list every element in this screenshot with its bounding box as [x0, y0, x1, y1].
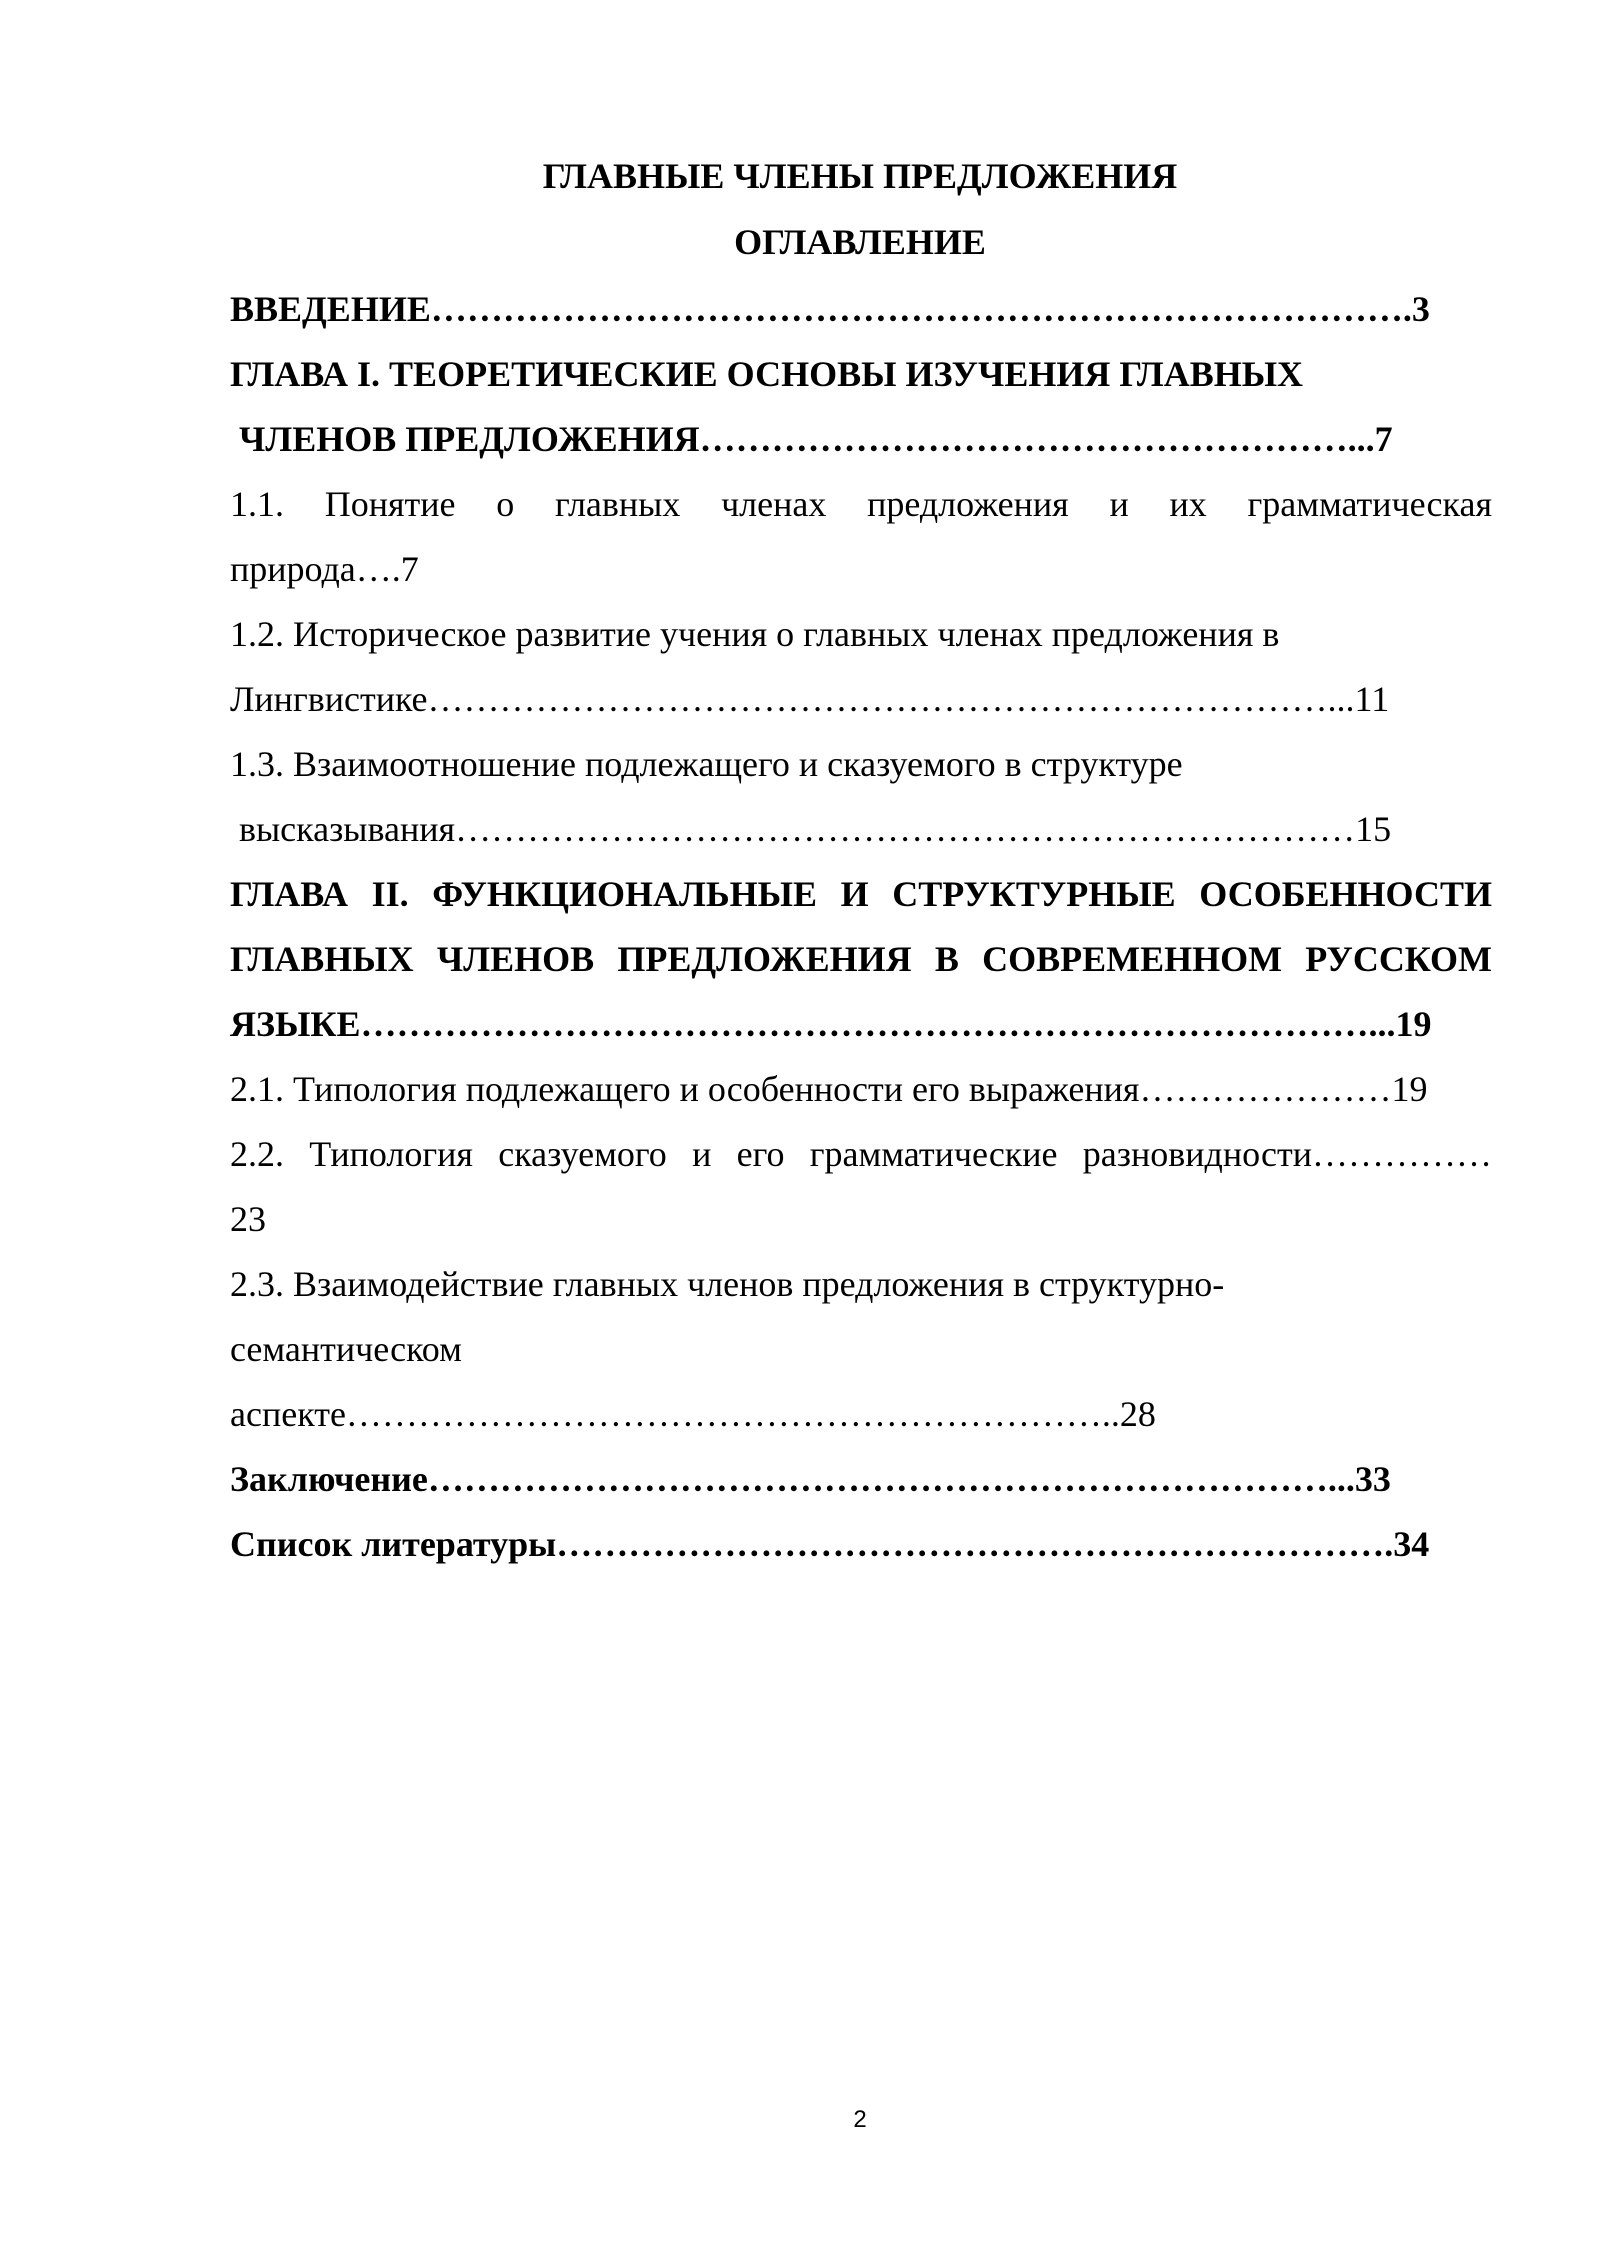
toc-entry-2-2[interactable]: 2.2. Типология сказуемого и его грамматические разновидности……………	[230, 1134, 1492, 1174]
toc-entry-references[interactable]: Список литературы…………………………………………………………….34	[230, 1524, 1430, 1564]
toc-entry-1-2-cont[interactable]: Лингвистике…………………………………………………………………...11	[230, 679, 1390, 719]
toc-entry-1-3-cont[interactable]: высказывания…………………………………………………………………15	[230, 809, 1392, 849]
toc-entry-1-2[interactable]: 1.2. Историческое развитие учения о главных членах предложения в	[230, 614, 1280, 654]
toc-entry-introduction[interactable]: ВВЕДЕНИЕ……………………………………………………………………….3	[230, 289, 1430, 329]
toc-entry-2-3[interactable]: 2.3. Взаимодействие главных членов предложения в структурно-	[230, 1264, 1225, 1304]
toc-heading: ОГЛАВЛЕНИЕ	[734, 222, 986, 262]
toc-entry-chapter-1[interactable]: ГЛАВА I. ТЕОРЕТИЧЕСКИЕ ОСНОВЫ ИЗУЧЕНИЯ ГЛАВНЫХ	[230, 354, 1304, 394]
toc-entry-conclusion[interactable]: Заключение…………………………………………………………………...33	[230, 1459, 1391, 1499]
toc-entry-1-3[interactable]: 1.3. Взаимоотношение подлежащего и сказуемого в структуре	[230, 744, 1183, 784]
toc-entry-chapter-2-end[interactable]: ЯЗЫКЕ…………………………………………………………………………...19	[230, 1004, 1432, 1044]
toc-entry-chapter-2[interactable]: ГЛАВА II. ФУНКЦИОНАЛЬНЫЕ И СТРУКТУРНЫЕ ОСОБЕННОСТИ	[230, 874, 1492, 914]
document-title: ГЛАВНЫЕ ЧЛЕНЫ ПРЕДЛОЖЕНИЯ	[542, 156, 1178, 196]
page-number: 2	[853, 2106, 867, 2133]
toc-entry-chapter-1-cont[interactable]: ЧЛЕНОВ ПРЕДЛОЖЕНИЯ………………………………………………...7	[230, 419, 1393, 459]
toc-entry-2-3-cont[interactable]: семантическом	[230, 1329, 462, 1369]
toc-entry-1-1-cont[interactable]: природа….7	[230, 549, 419, 589]
toc-entry-2-1[interactable]: 2.1. Типология подлежащего и особенности его выражения…………………19	[230, 1069, 1428, 1109]
toc-entry-2-2-cont[interactable]: 23	[230, 1199, 266, 1239]
toc-entry-2-3-end[interactable]: аспекте………………………………………………………..28	[230, 1394, 1156, 1434]
toc-entry-1-1[interactable]: 1.1. Понятие о главных членах предложения и их грамматическая	[230, 484, 1492, 524]
toc-entry-chapter-2-cont[interactable]: ГЛАВНЫХ ЧЛЕНОВ ПРЕДЛОЖЕНИЯ В СОВРЕМЕННОМ РУССКОМ	[230, 939, 1492, 979]
